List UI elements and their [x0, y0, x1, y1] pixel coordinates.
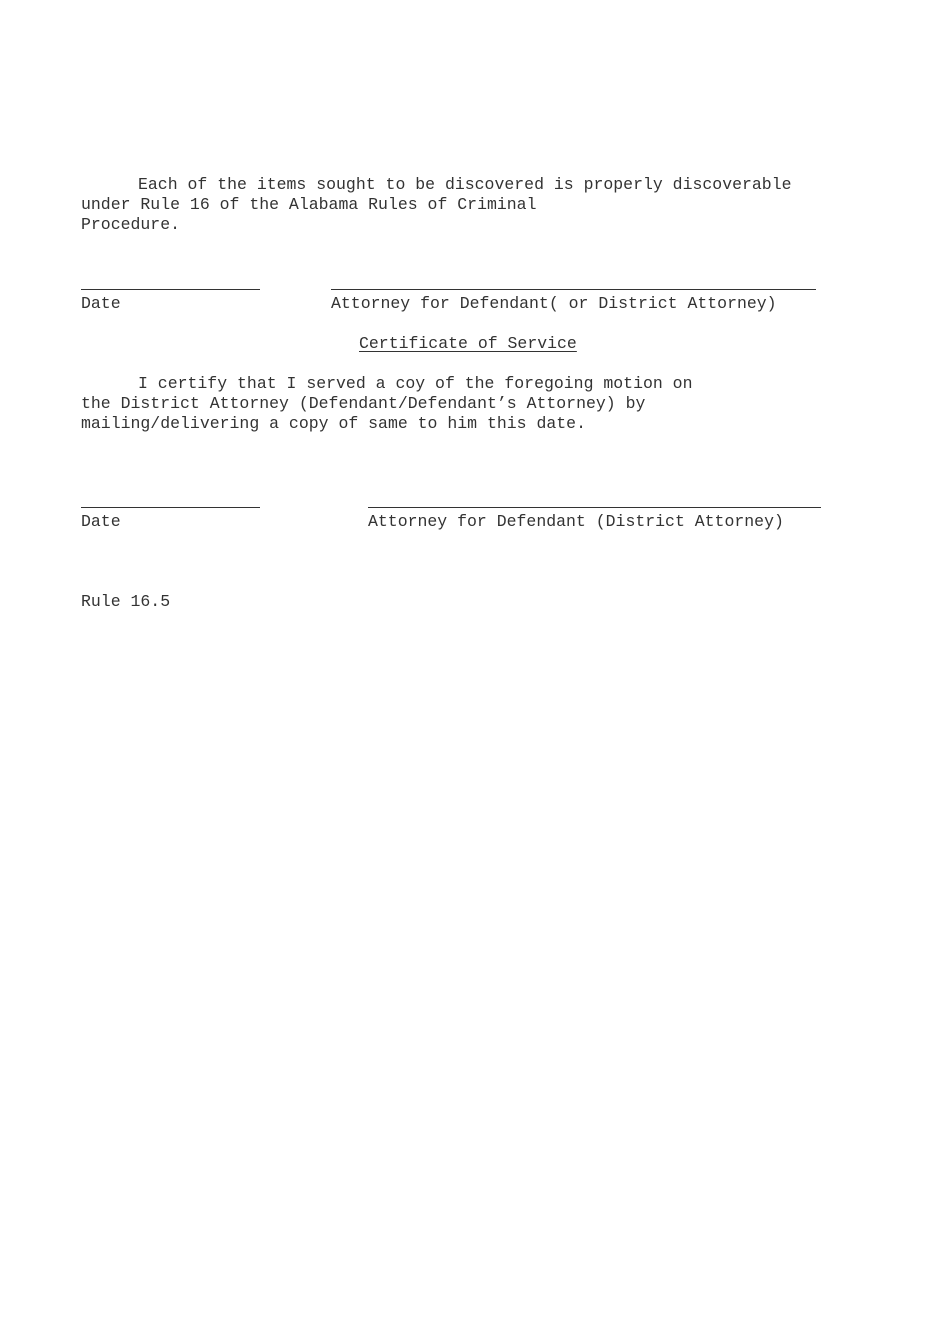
paragraph-line: Procedure. — [81, 215, 181, 234]
attorney-signature-line — [368, 507, 821, 508]
attorney-label: Attorney for Defendant( or District Attorney) — [331, 294, 777, 313]
paragraph-line: the District Attorney (Defendant/Defendant’s Attorney) by — [81, 394, 646, 413]
paragraph-line: mailing/delivering a copy of same to him this date. — [81, 414, 586, 433]
date-label: Date — [81, 512, 121, 531]
date-signature-line — [81, 507, 260, 508]
attorney-label: Attorney for Defendant (District Attorney) — [368, 512, 784, 531]
date-label: Date — [81, 294, 121, 313]
attorney-signature-line — [331, 289, 816, 290]
rule-reference: Rule 16.5 — [81, 592, 171, 611]
date-signature-line — [81, 289, 260, 290]
certificate-heading: Certificate of Service — [359, 334, 577, 353]
paragraph-line: Each of the items sought to be discovered is properly discoverable — [138, 175, 792, 194]
paragraph-line: I certify that I served a coy of the foregoing motion on — [138, 374, 693, 393]
paragraph-line: under Rule 16 of the Alabama Rules of Criminal — [81, 195, 537, 214]
